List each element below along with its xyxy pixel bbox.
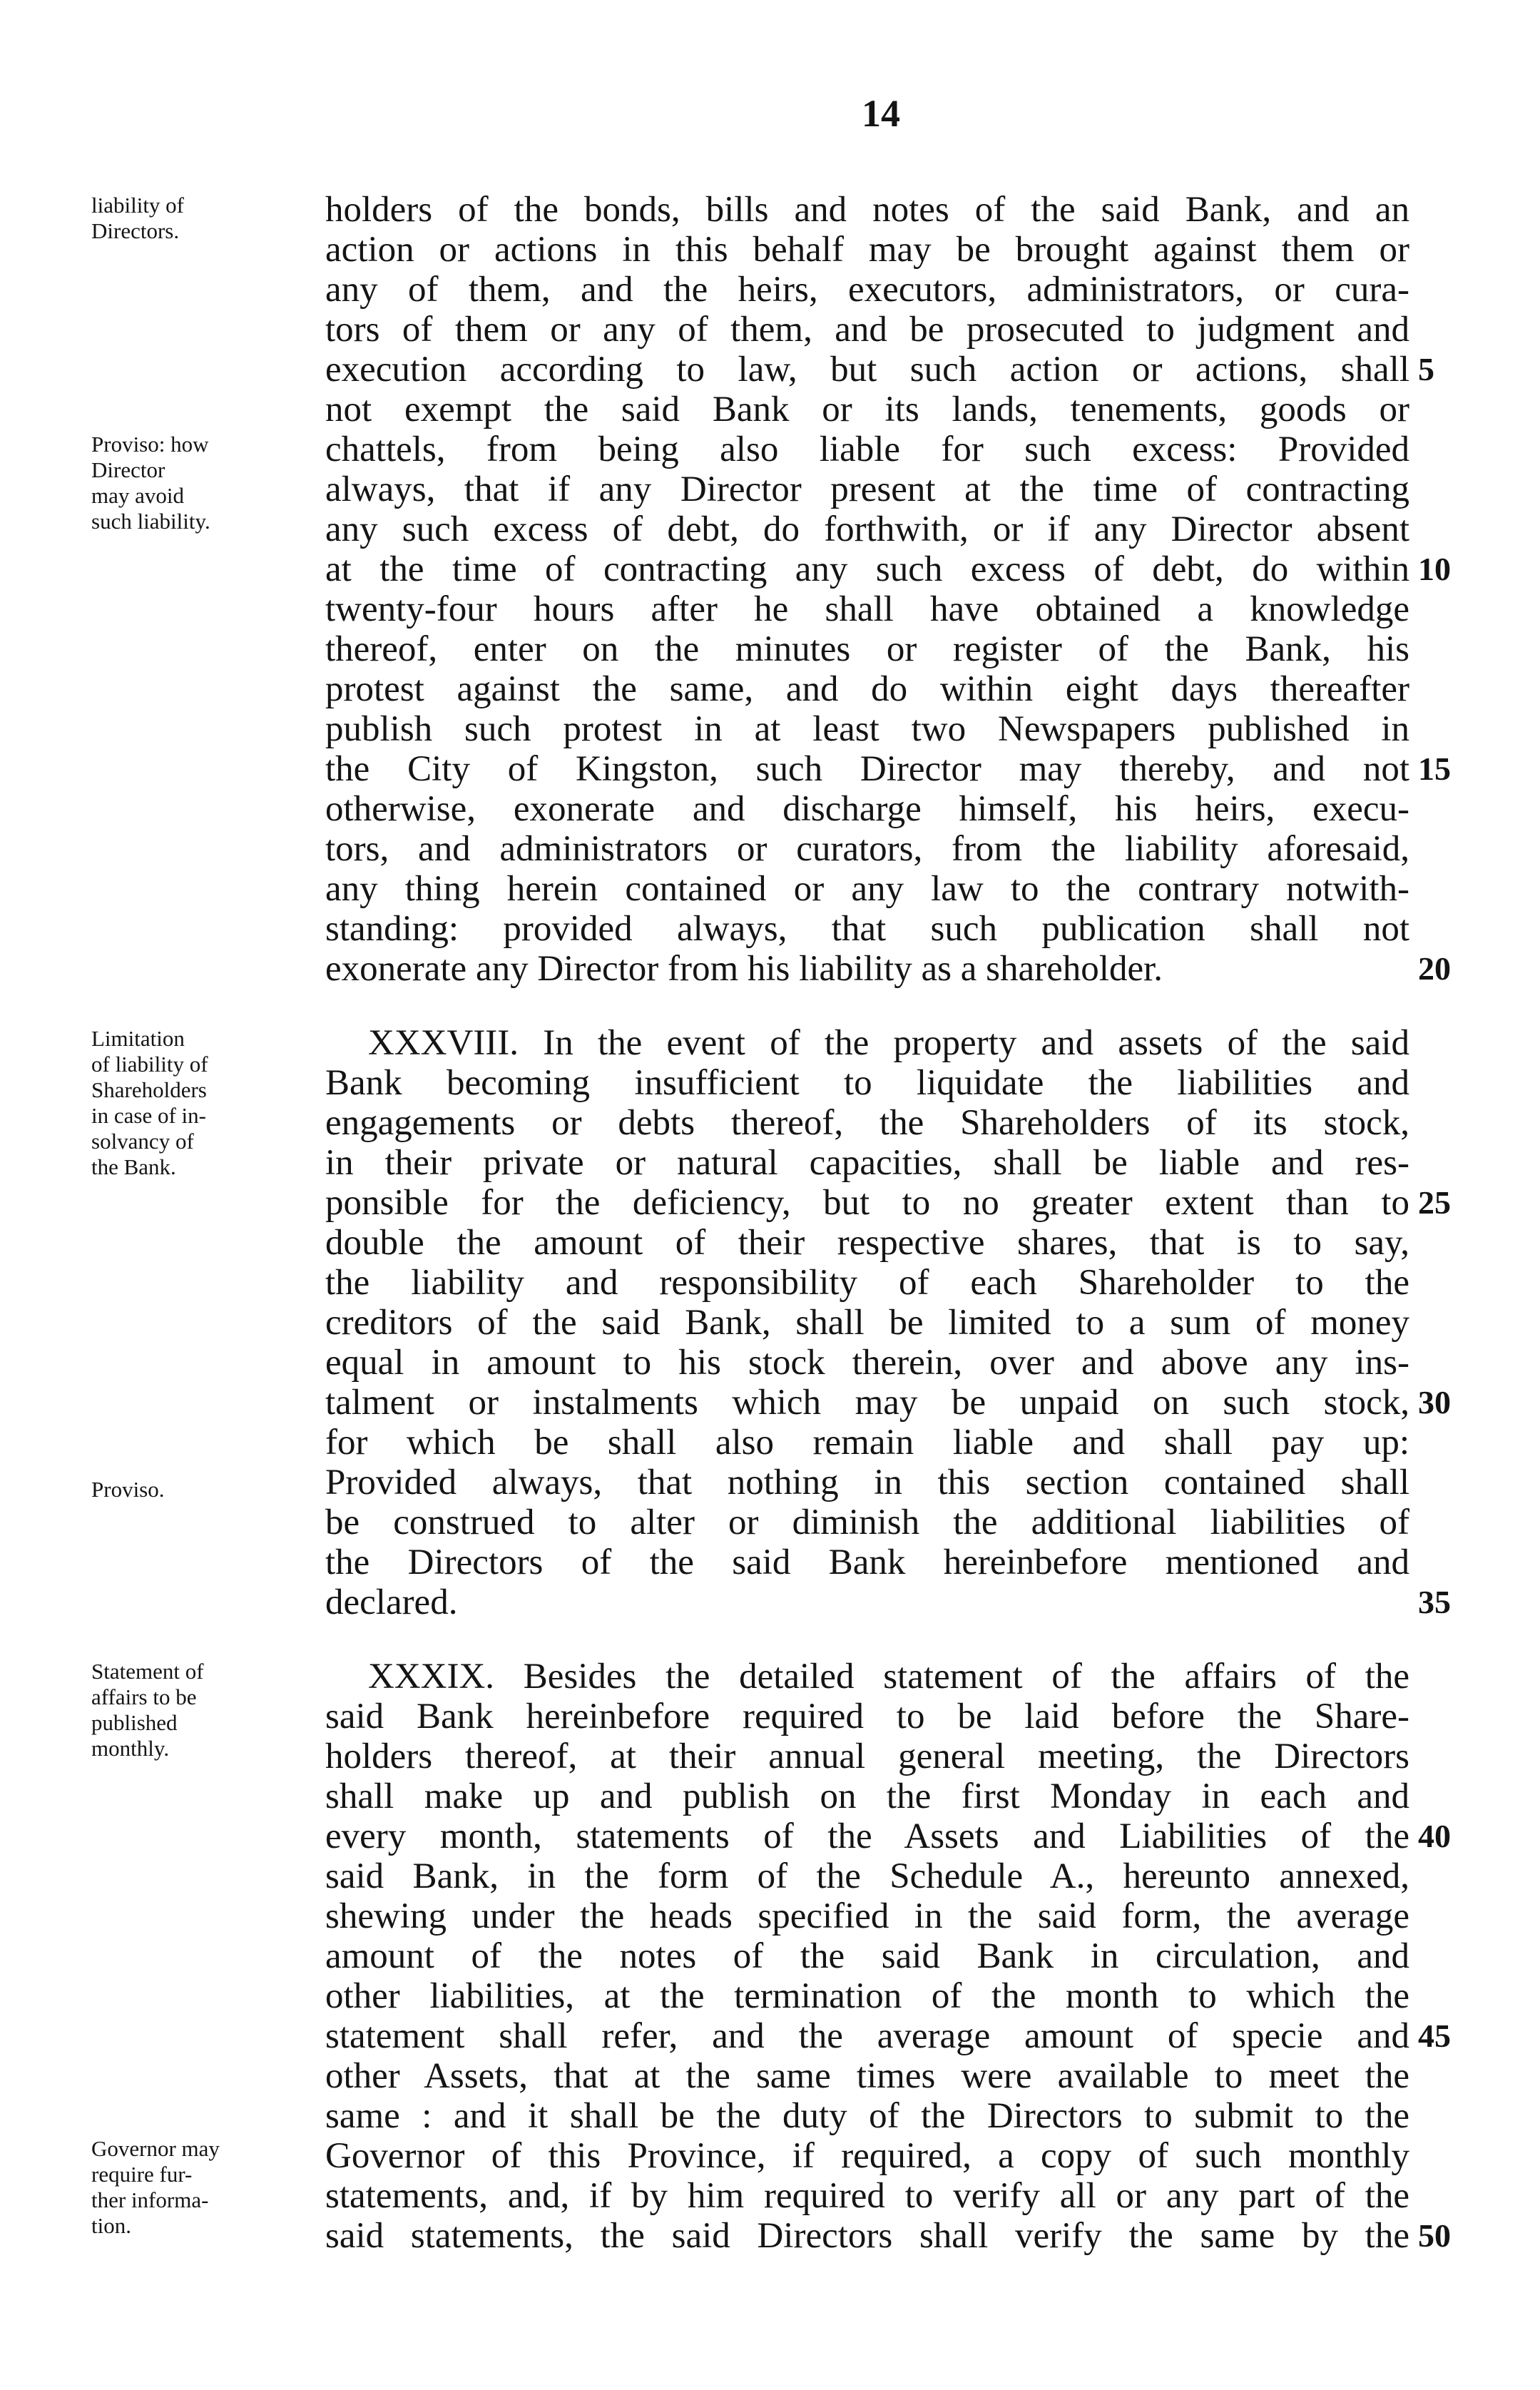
margin-note-line: monthly. [91,1736,170,1761]
margin-note-line: affairs to be [91,1684,197,1709]
margin-note-line: Directors. [91,218,180,243]
margin-note-line: Director [91,457,165,482]
body-line: other liabilities, at the termination of the month to which the [325,1976,1409,2016]
margin-note-line: Governor may [91,2136,220,2161]
margin-note-line: require fur- [91,2162,193,2187]
body-line: for which be shall also remain liable and shall pay up: [325,1423,1409,1463]
body-line: any thing herein contained or any law to the contrary notwith- [325,869,1409,909]
body-line: tors, and administrators or curators, from the liability aforesaid, [325,829,1409,869]
body-line: shewing under the heads specified in the said form, the average [325,1896,1409,1936]
body-line: not exempt the said Bank or its lands, tenements, goods or [325,390,1409,429]
body-line: any such excess of debt, do forthwith, or if any Director absent [325,509,1409,549]
body-line: thereof, enter on the minutes or register of the Bank, his [325,629,1409,669]
margin-note-line: Proviso: how [91,432,209,457]
line-number: 5 [1418,351,1434,387]
body-line: protest against the same, and do within eight days thereafter [325,669,1409,709]
body-line: in their private or natural capacities, shall be liable and res- [325,1143,1409,1183]
body-line: statement shall refer, and the average amount of specie and [325,2016,1409,2056]
margin-note-proviso [91,1477,320,1502]
margin-note-line: Proviso. [91,1477,165,1502]
body-line: same : and it shall be the duty of the Directors to submit to the [325,2096,1409,2136]
line-number: 30 [1418,1384,1451,1420]
line-number: 40 [1418,1818,1451,1854]
body-line: otherwise, exonerate and discharge himself, his heirs, execu- [325,789,1409,829]
margin-note-liability-of-directors [91,193,320,244]
line-number: 15 [1418,751,1451,787]
body-line: publish such protest in at least two Newspapers published in [325,709,1409,749]
margin-note-line: liability of [91,193,185,218]
body-line: amount of the notes of the said Bank in circulation, and [325,1936,1409,1976]
margin-note-line: Limitation [91,1026,185,1051]
margin-note-line: solvancy of [91,1129,194,1154]
body-line: said Bank, in the form of the Schedule A., hereunto annexed, [325,1856,1409,1896]
margin-note-line: such liability. [91,509,210,534]
line-number: 10 [1418,551,1451,587]
margin-note-proviso-director [91,432,320,534]
body-line: every month, statements of the Assets and Liabilities of the [325,1816,1409,1856]
body-line: twenty-four hours after he shall have obtained a knowledge [325,589,1409,629]
body-line: ponsible for the deficiency, but to no greater extent than to [325,1183,1409,1223]
margin-note-line: ther informa- [91,2187,209,2212]
line-number: 45 [1418,2018,1451,2054]
body-line: holders thereof, at their annual general meeting, the Directors [325,1736,1409,1776]
body-line: creditors of the said Bank, shall be limited to a sum of money [325,1303,1409,1343]
margin-note-line: Shareholders [91,1077,207,1102]
section-heading-xxxviii: XXXVIII. In the event of the property and assets of the said [368,1023,1409,1063]
line-number: 25 [1418,1184,1451,1221]
margin-note-line: tion. [91,2213,131,2238]
body-line: always, that if any Director present at the time of contracting [325,469,1409,509]
body-line: holders of the bonds, bills and notes of the said Bank, and an [325,190,1409,230]
margin-note-statement-monthly [91,1659,320,1761]
body-line: execution according to law, but such action or actions, shall [325,350,1409,390]
body-line: other Assets, that at the same times were available to meet the [325,2056,1409,2096]
body-line: equal in amount to his stock therein, over and above any ins- [325,1343,1409,1383]
page-number: 14 [862,92,900,135]
body-line: any of them, and the heirs, executors, administrators, or cura- [325,270,1409,310]
body-line: statements, and, if by him required to verify all or any part of the [325,2176,1409,2216]
margin-note-line: of liability of [91,1052,208,1077]
body-line: at the time of contracting any such excess of debt, do within [325,549,1409,589]
body-line: the Directors of the said Bank hereinbefore mentioned and [325,1542,1409,1582]
line-number: 50 [1418,2217,1451,2254]
margin-note-line: in case of in- [91,1103,206,1128]
body-line: declared. [325,1582,458,1622]
body-line: shall make up and publish on the first Monday in each and [325,1776,1409,1816]
margin-note-line: Statement of [91,1659,204,1684]
line-number: 35 [1418,1584,1451,1620]
body-line: be construed to alter or diminish the additional liabilities of [325,1502,1409,1542]
margin-note-limitation-shareholders [91,1026,320,1180]
body-line: Bank becoming insufficient to liquidate the liabilities and [325,1063,1409,1103]
body-line: tors of them or any of them, and be prosecuted to judgment and [325,310,1409,350]
section-heading-xxxix: XXXIX. Besides the detailed statement of the affairs of the [368,1657,1409,1697]
body-line: double the amount of their respective shares, that is to say, [325,1223,1409,1263]
body-line: Governor of this Province, if required, a copy of such monthly [325,2136,1409,2176]
body-line: said Bank hereinbefore required to be laid before the Share- [325,1697,1409,1736]
body-line: engagements or debts thereof, the Shareholders of its stock, [325,1103,1409,1143]
margin-note-line: may avoid [91,483,184,508]
body-line: exonerate any Director from his liability as a shareholder. [325,949,1163,989]
margin-note-governor [91,2136,320,2239]
margin-note-line: the Bank. [91,1154,176,1179]
body-line: said statements, the said Directors shall verify the same by the [325,2216,1409,2256]
body-line: action or actions in this behalf may be brought against them or [325,230,1409,270]
margin-note-line: published [91,1710,178,1735]
body-line: chattels, from being also liable for such excess: Provided [325,429,1409,469]
line-number: 20 [1418,950,1451,987]
body-line: talment or instalments which may be unpaid on such stock, [325,1383,1409,1423]
body-line: standing: provided always, that such publication shall not [325,909,1409,949]
body-line: the liability and responsibility of each Shareholder to the [325,1263,1409,1303]
body-line: Provided always, that nothing in this section contained shall [325,1463,1409,1502]
body-line: the City of Kingston, such Director may thereby, and not [325,749,1409,789]
